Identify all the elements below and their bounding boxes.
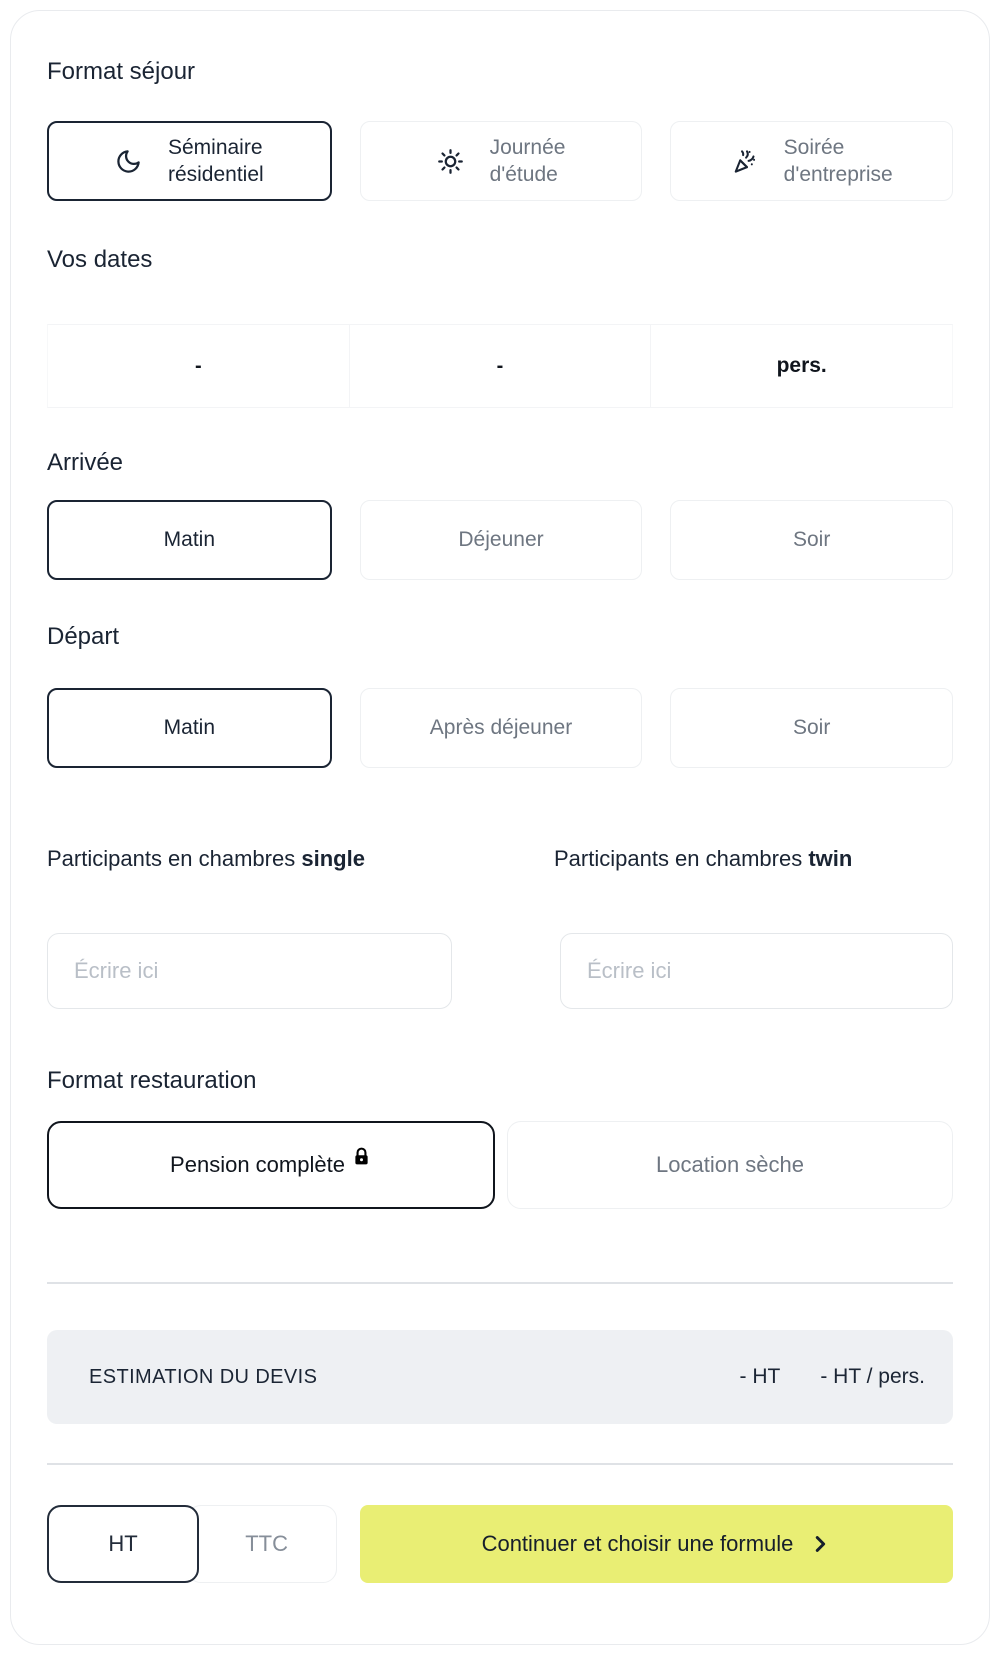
- depart-option-apres-dejeuner[interactable]: [360, 688, 643, 768]
- participants-single-input[interactable]: [47, 933, 452, 1009]
- format-restauration-heading: Format restauration: [47, 1067, 257, 1094]
- participants-labels: [47, 844, 953, 874]
- option-label: Soir: [793, 716, 831, 739]
- tax-toggle: [47, 1505, 337, 1583]
- chevron-right-icon: [809, 1533, 831, 1555]
- date-end-value: -: [496, 354, 504, 377]
- format-sejour-heading: Format séjour: [47, 58, 196, 85]
- option-label: Location sèche: [656, 1152, 804, 1177]
- restauration-options: [47, 1121, 953, 1209]
- estimation-values: [740, 1365, 925, 1389]
- option-seminaire-residentiel[interactable]: [47, 121, 332, 201]
- continue-label: Continuer et choisir une formule: [481, 1531, 794, 1556]
- option-label: Journée d'étude: [489, 136, 566, 186]
- depart-option-matin[interactable]: [47, 688, 332, 768]
- sun-icon: [437, 148, 464, 175]
- date-end-field[interactable]: [349, 325, 651, 407]
- depart-option-soir[interactable]: [670, 688, 953, 768]
- option-label: Matin: [163, 528, 216, 551]
- moon-icon: [115, 148, 142, 175]
- continue-button[interactable]: [360, 1505, 953, 1583]
- estimation-total-ht: - HT: [739, 1365, 781, 1388]
- divider: [47, 1463, 953, 1465]
- lock-icon: [351, 1146, 372, 1167]
- party-popper-icon: [731, 148, 758, 175]
- option-journee-etude[interactable]: [360, 121, 643, 201]
- option-label: Après déjeuner: [429, 716, 573, 739]
- arrivee-options: [47, 500, 953, 580]
- option-location-seche[interactable]: [507, 1121, 953, 1209]
- arrivee-heading: Arrivée: [47, 449, 124, 476]
- participants-count-field[interactable]: [650, 325, 952, 407]
- participants-suffix: pers.: [776, 354, 827, 377]
- ht-toggle-button[interactable]: [47, 1505, 199, 1583]
- option-label: Séminaire résidentiel: [167, 136, 264, 186]
- format-sejour-options: [47, 121, 953, 201]
- estimation-label: ESTIMATION DU DEVIS: [89, 1365, 318, 1388]
- participants-twin-input[interactable]: [560, 933, 953, 1009]
- option-label: Matin: [163, 716, 216, 739]
- participants-inputs: [47, 933, 953, 1009]
- option-label: Soir: [793, 528, 831, 551]
- ttc-toggle-button[interactable]: [187, 1505, 337, 1583]
- divider: [47, 1282, 953, 1284]
- date-start-value: -: [195, 354, 202, 377]
- participants-single-label: Participants en chambres single: [47, 846, 365, 871]
- estimation-bar: [47, 1330, 953, 1424]
- option-label: Déjeuner: [458, 528, 544, 551]
- vos-dates-heading: Vos dates: [47, 246, 153, 273]
- participants-twin-label: Participants en chambres twin: [554, 846, 853, 871]
- ttc-label: TTC: [245, 1531, 288, 1556]
- depart-options: [47, 688, 953, 768]
- option-soiree-entreprise[interactable]: [670, 121, 953, 201]
- footer-actions: [47, 1505, 953, 1583]
- booking-widget-card: [10, 10, 990, 1645]
- estimation-per-person-ht: - HT / pers.: [820, 1365, 925, 1388]
- option-label: Soirée d'entreprise: [783, 136, 893, 186]
- dates-strip: [47, 324, 953, 408]
- option-pension-complete[interactable]: [47, 1121, 495, 1209]
- arrivee-option-dejeuner[interactable]: [360, 500, 643, 580]
- arrivee-option-soir[interactable]: [670, 500, 953, 580]
- arrivee-option-matin[interactable]: [47, 500, 332, 580]
- depart-heading: Départ: [47, 623, 120, 650]
- ht-label: HT: [108, 1531, 138, 1556]
- date-start-field[interactable]: [48, 325, 349, 407]
- option-label: Pension complète: [170, 1152, 345, 1177]
